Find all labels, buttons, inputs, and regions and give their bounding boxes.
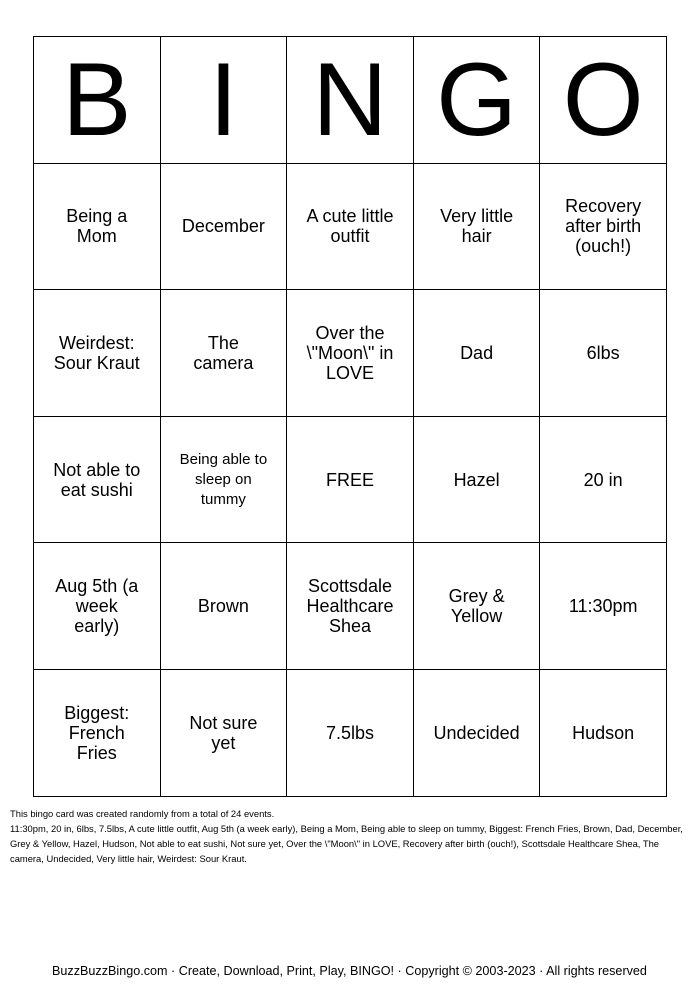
cell-text: 20 in [583,469,623,490]
cell-text: Being a Mom [66,206,128,247]
cell-text: Not able to eat sushi [53,459,141,500]
bingo-cell [540,543,667,670]
bingo-cell [540,163,667,290]
bingo-card [33,36,667,797]
cell-text: Being able to sleep on tummy [179,450,268,508]
cell-text: Weirdest: Sour Kraut [53,332,140,373]
cell-text: Undecided [433,722,520,743]
bingo-cell [160,290,287,417]
bingo-cell [540,416,667,543]
bingo-cell [34,290,161,417]
bingo-cell [34,669,161,796]
cell-text: 11:30pm [568,596,638,617]
bingo-cell [287,290,414,417]
bingo-cell [413,416,540,543]
bingo-row [34,163,667,290]
cell-text: Very little hair [440,206,514,247]
cell-text: Not sure yet [189,712,258,753]
card-info [10,806,690,866]
bingo-row [34,290,667,417]
bingo-cell [34,543,161,670]
bingo-cell [540,290,667,417]
header-letter-g: G [413,37,540,164]
free-space [287,416,414,543]
cell-text: 6lbs [586,342,620,363]
bingo-cell [413,669,540,796]
cell-text: Brown [197,596,249,617]
bingo-cell [160,416,287,543]
bingo-cell [413,543,540,670]
bingo-cell [34,163,161,290]
bingo-cell [160,163,287,290]
cell-text: Grey & Yellow [448,586,505,627]
cell-text: Scottsdale Healthcare Shea [306,576,394,637]
card-info-events: 11:30pm, 20 in, 6lbs, 7.5lbs, A cute little outfit, Aug 5th (a week early), Being a Mom, Being able to sleep on tummy, Biggest: French Fries, Brown, Dad, December, Grey & Yellow, Hazel, Hudson, Not able to eat sushi, Not sure yet, Over the \"Moon\" in LOVE, Recovery after birth (ouch!), Scottsdale Healthcare Shea, The camera, Undecided, Very little hair, Weirdest: Sour Kraut. [10,823,683,864]
card-info-intro: This bingo card was created randomly from a total of 24 events. [10,808,275,819]
bingo-cell [287,543,414,670]
bingo-cell [540,669,667,796]
cell-text: FREE [325,469,374,490]
cell-text: The camera [193,332,254,373]
cell-text: Dad [460,342,494,363]
header-letter-n: N [287,37,414,164]
cell-text: Biggest: French Fries [64,702,130,763]
cell-text: A cute little outfit [306,206,394,247]
bingo-cell [287,163,414,290]
header-row [34,37,667,164]
header-letter-b: B [34,37,161,164]
bingo-cell [34,416,161,543]
bingo-cell [287,669,414,796]
cell-text: Hazel [453,469,500,490]
cell-text: Aug 5th (a week early) [55,576,139,637]
bingo-row [34,416,667,543]
header-letter-i: I [160,37,287,164]
cell-text: December [181,216,265,237]
cell-text: Over the \"Moon\" in LOVE [306,322,394,383]
bingo-row [34,543,667,670]
cell-text: Hudson [572,722,635,743]
header-letter-o: O [540,37,667,164]
bingo-cell [160,669,287,796]
cell-text: Recovery after birth (ouch!) [565,196,642,257]
bingo-cell [413,163,540,290]
cell-text: 7.5lbs [325,722,374,743]
page-footer: BuzzBuzzBingo.com · Create, Download, Print, Play, BINGO! · Copyright © 2003-2023 · All rights reserved [52,964,647,978]
bingo-cell [413,290,540,417]
bingo-cell [160,543,287,670]
bingo-row [34,669,667,796]
